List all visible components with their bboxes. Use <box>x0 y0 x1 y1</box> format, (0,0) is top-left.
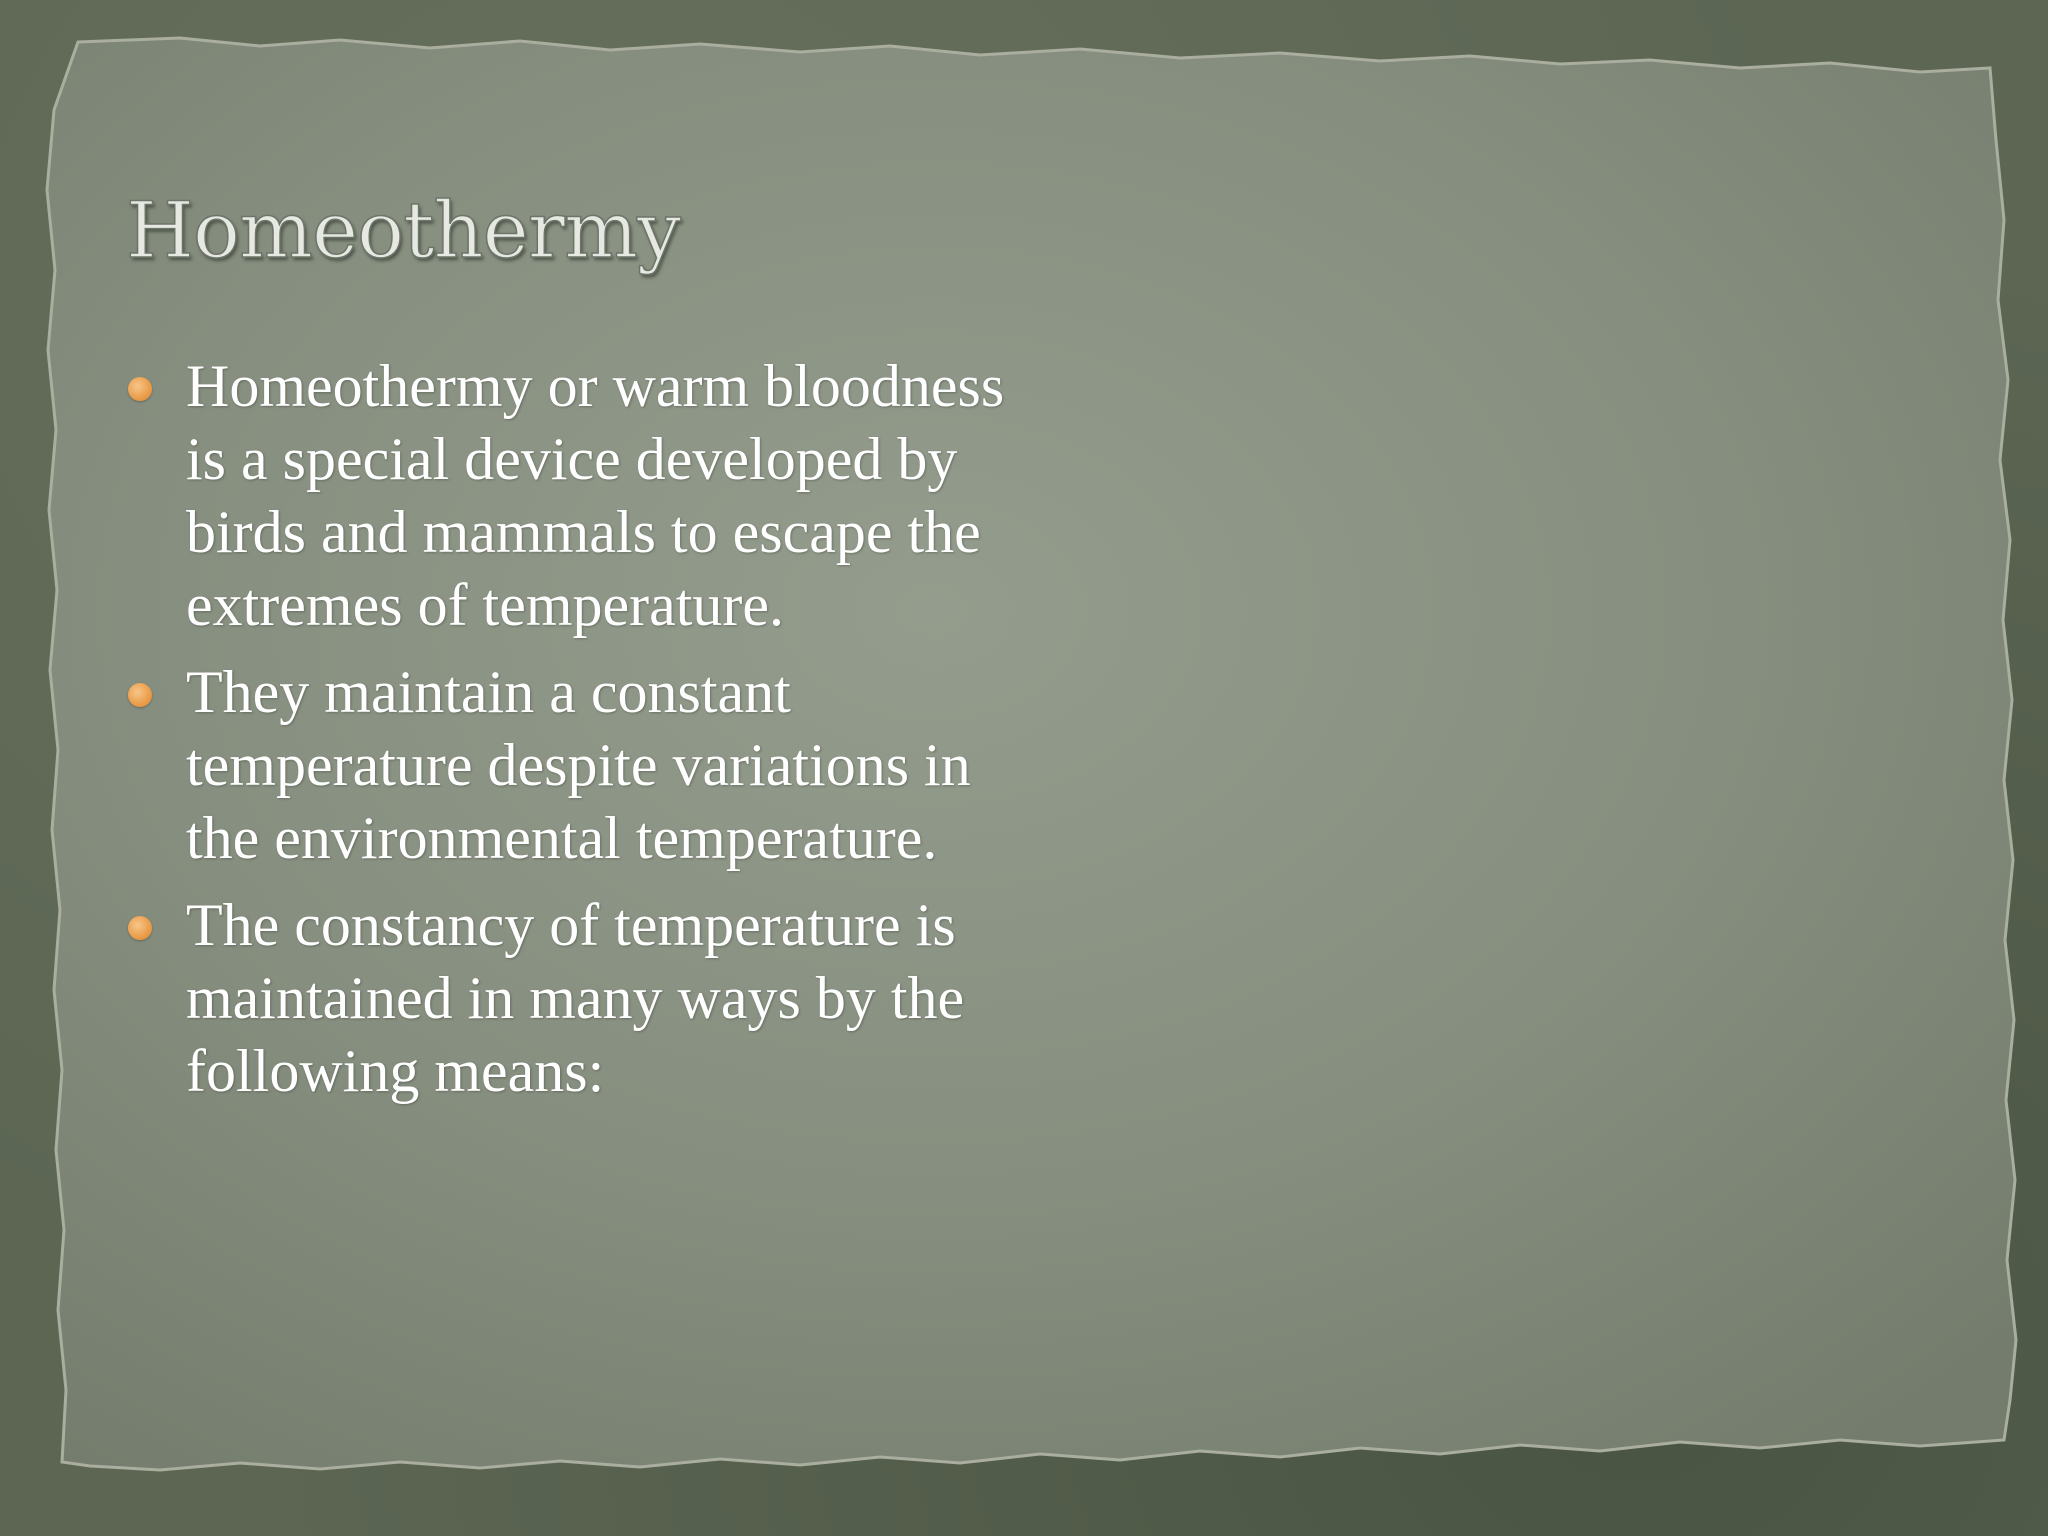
bullet-list <box>126 350 1006 1122</box>
slide-title: Homeothermy <box>126 186 681 276</box>
bullet-text: The constancy of temperature is maintained in many ways by the following means: <box>186 892 965 1104</box>
bullet-dot-icon <box>128 916 152 940</box>
bullet-item <box>126 656 1006 875</box>
bullet-dot-icon <box>128 683 152 707</box>
bullet-item <box>126 889 1006 1108</box>
bullet-text: They maintain a constant temperature despite variations in the environmental temperature. <box>186 659 971 871</box>
bullet-text: Homeothermy or warm bloodness is a special device developed by birds and mammals to escape the extremes of temperature. <box>186 353 1005 638</box>
bullet-item <box>126 350 1006 642</box>
bullet-dot-icon <box>128 377 152 401</box>
